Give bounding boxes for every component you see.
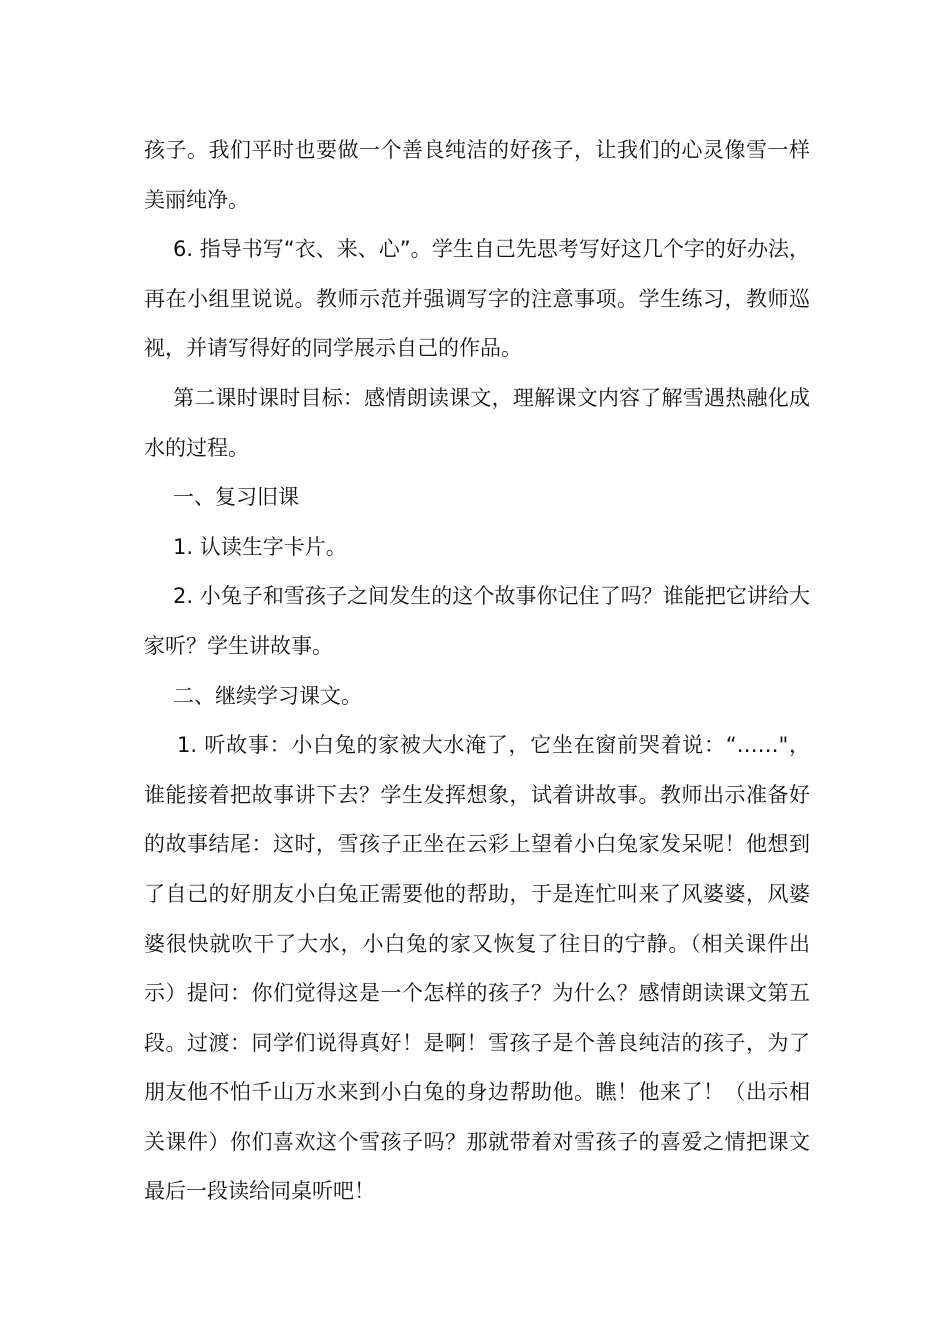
paragraph-lesson-two-goal: 第二课时课时目标：感情朗读课文，理解课文内容了解雪遇热融化成水的过程。: [144, 385, 810, 460]
document-body: [144, 126, 810, 1217]
paragraph-step-6: 6. 指导书写“衣、来、心”。学生自己先思考写好这几个字的好办法，再在小组里说说。教师示范并强调写字的注意事项。学生练习，教师巡视，并请写得好的同学展示自己的作品。: [144, 237, 810, 361]
paragraph-continuation: 孩子。我们平时也要做一个善良纯洁的好孩子，让我们的心灵像雪一样美丽纯净。: [144, 138, 810, 212]
section-heading-review: 一、复习旧课: [173, 485, 299, 510]
section-heading-continue: 二、继续学习课文。: [173, 683, 362, 708]
paragraph-story: 1. 听故事：小白兔的家被大水淹了，它坐在窗前哭着说：“……"，谁能接着把故事讲下去？学生发挥想象，试着讲故事。教师出示准备好的故事结尾：这时，雪孩子正坐在云彩上望着小白兔家发呆呢！他想到了自己的好朋友小白兔正需要他的帮助，于是连忙叫来了风婆婆，风婆婆很快就吹干了大水，小白兔的家又恢复了往日的宁静。（相关课件出示）提问：你们觉得这是一个怎样的孩子？为什么？感情朗读课文第五段。过渡：同学们说得真好！是啊！雪孩子是个善良纯洁的孩子，为了朋友他不怕千山万水来到小白兔的身边帮助他。瞧！他来了！（出示相关课件）你们喜欢这个雪孩子吗？那就带着对雪孩子的喜爱之情把课文最后一段读给同桌听吧！: [144, 733, 810, 1204]
paragraph-review-1: 1. 认读生字卡片。: [173, 534, 347, 559]
paragraph-review-2: 2. 小兔子和雪孩子之间发生的这个故事你记住了吗？谁能把它讲给大家听？学生讲故事。: [144, 584, 810, 658]
